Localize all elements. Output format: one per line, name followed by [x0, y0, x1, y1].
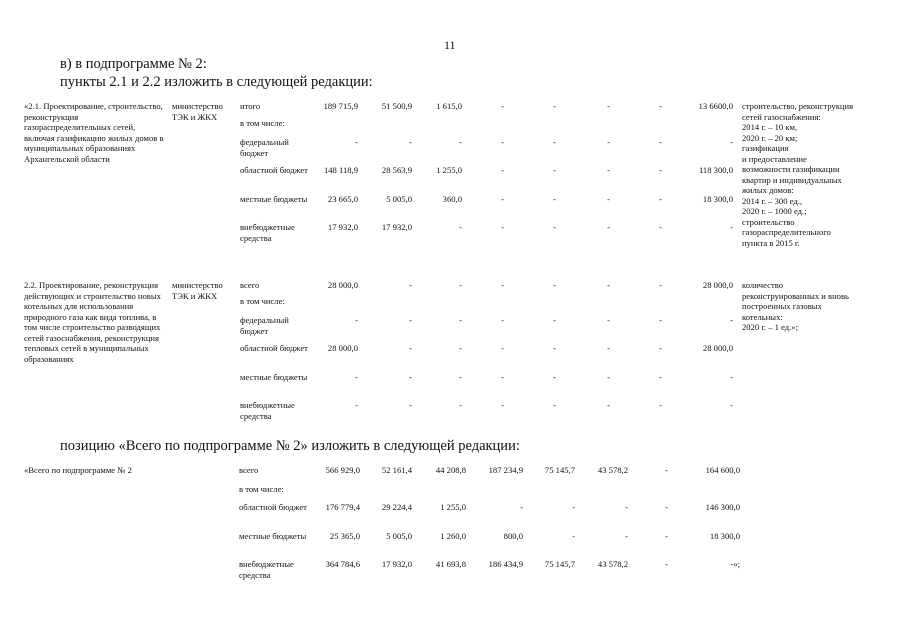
value-cell: - [607, 315, 610, 325]
result-line: сетей газоснабжения: [742, 111, 821, 122]
value-cell: - [501, 343, 504, 353]
expected-result [742, 101, 853, 248]
value-cell: - [409, 400, 412, 410]
value-cell: - [730, 137, 733, 147]
value-cell: - [409, 343, 412, 353]
value-cell: - [607, 222, 610, 232]
value-cell: - [659, 137, 662, 147]
result-line: квартир и индивидуальных [742, 174, 842, 185]
value-cell: - [730, 400, 733, 410]
value-cell: 44 208,8 [435, 465, 466, 475]
value-cell: - [501, 280, 504, 290]
value-cell: 364 784,6 [325, 559, 360, 569]
value-cell: - [553, 343, 556, 353]
value-cell: 13 6600,0 [698, 101, 733, 111]
funding-source: итого [240, 101, 261, 111]
value-cell: 187 234,9 [488, 465, 523, 475]
value-cell: - [459, 137, 462, 147]
value-cell: - [501, 222, 504, 232]
value-cell: - [730, 315, 733, 325]
result-line: строительство [742, 216, 795, 227]
value-cell: - [501, 137, 504, 147]
funding-source: областной бюджет [239, 502, 307, 512]
value-cell: - [355, 137, 358, 147]
funding-source: внебюджетные средства [240, 222, 295, 243]
result-line: 2020 г. – 20 км; [742, 132, 798, 143]
value-cell: - [607, 194, 610, 204]
value-cell: 17 932,0 [327, 222, 358, 232]
value-cell: - [659, 165, 662, 175]
value-cell: - [459, 222, 462, 232]
result-line: возможности газификации [742, 164, 840, 174]
heading-subprogram: в) в подпрограмме № 2: [60, 56, 207, 72]
page-number: 11 [444, 38, 456, 52]
executor: министерство ТЭК и ЖКХ [172, 280, 223, 301]
value-cell: 1 260,0 [440, 531, 466, 541]
value-cell: - [459, 280, 462, 290]
value-cell: - [607, 343, 610, 353]
value-cell: - [625, 531, 628, 541]
value-cell: 18 300,0 [709, 531, 740, 541]
value-cell: 18 300,0 [702, 194, 733, 204]
value-cell: 17 932,0 [381, 222, 412, 232]
result-line: газификация [742, 143, 789, 153]
value-cell: 51 500,9 [381, 101, 412, 111]
funding-source: федеральный бюджет [240, 315, 289, 336]
value-cell: - [501, 315, 504, 325]
result-line: газораспределительного [742, 227, 831, 237]
value-cell: 28 000,0 [702, 280, 733, 290]
value-cell: - [459, 343, 462, 353]
value-cell: - [409, 137, 412, 147]
value-cell: 800,0 [503, 531, 523, 541]
value-cell: 566 929,0 [325, 465, 360, 475]
value-cell: - [553, 315, 556, 325]
value-cell: - [553, 165, 556, 175]
value-cell: - [607, 400, 610, 410]
value-cell: 75 145,7 [544, 465, 575, 475]
value-cell: 28 000,0 [327, 280, 358, 290]
value-cell: - [553, 400, 556, 410]
value-cell: 52 161,4 [381, 465, 412, 475]
funding-source: всего [240, 280, 260, 290]
value-cell: - [501, 101, 504, 111]
value-cell: 28 563,9 [381, 165, 412, 175]
value-cell: - [501, 194, 504, 204]
result-line: 2020 г. – 1000 ед.; [742, 206, 807, 216]
value-cell: - [625, 502, 628, 512]
value-cell: - [659, 315, 662, 325]
value-cell: - [553, 194, 556, 204]
value-cell: - [665, 465, 668, 475]
value-cell: - [659, 194, 662, 204]
funding-source: в том числе: [240, 118, 285, 128]
value-cell: 25 365,0 [329, 531, 360, 541]
value-cell: 41 693,8 [435, 559, 466, 569]
value-cell: - [665, 531, 668, 541]
value-cell: - [607, 101, 610, 111]
value-cell: - [409, 315, 412, 325]
value-cell: - [409, 372, 412, 382]
program-name: «2.1. Проектирование, строительство, реконструкция газораспределительных сетей, включая газификацию жилых домов в муниципальных образованиях Архангельской области [24, 101, 164, 164]
value-cell: - [659, 101, 662, 111]
value-cell: - [572, 502, 575, 512]
result-line: жилых домов: [742, 185, 794, 195]
value-cell: - [607, 137, 610, 147]
value-cell: - [659, 343, 662, 353]
value-cell: - [730, 372, 733, 382]
value-cell: 164 600,0 [705, 465, 740, 475]
value-cell: - [459, 400, 462, 410]
funding-source: местные бюджеты [239, 531, 307, 541]
result-line: 2014 г. – 300 ед., [742, 195, 803, 206]
value-cell: - [501, 165, 504, 175]
result-line: 2014 г. – 10 км, [742, 122, 798, 132]
value-cell: - [355, 372, 358, 382]
value-cell: 148 118,9 [323, 165, 358, 175]
value-cell: - [553, 280, 556, 290]
value-cell: - [665, 559, 668, 569]
executor: министерство ТЭК и ЖКХ [172, 101, 223, 122]
value-cell: 5 005,0 [386, 194, 412, 204]
value-cell: 1 615,0 [436, 101, 462, 111]
value-cell: - [355, 315, 358, 325]
heading-total: позицию «Всего по подпрограмме № 2» изложить в следующей редакции: [60, 438, 520, 454]
funding-source: областной бюджет [240, 343, 308, 353]
value-cell: - [355, 400, 358, 410]
value-cell: 186 434,9 [488, 559, 523, 569]
value-cell: - [459, 315, 462, 325]
program-name: «Всего по подпрограмме № 2 [24, 465, 132, 475]
value-cell: 29 224,4 [381, 502, 412, 512]
result-line: пункта в 2015 г. [742, 237, 800, 248]
value-cell: 176 779,4 [325, 502, 360, 512]
funding-source: в том числе: [239, 484, 284, 494]
funding-source: местные бюджеты [240, 372, 308, 382]
program-name: 2.2. Проектирование, реконструкция действующих и строительство новых котельных для использования природного газа как вида топлива, в том числе строительство разводящих сетей газоснабжения, реконструкция тепловых сетей в муниципальных образованиях [24, 280, 161, 364]
value-cell: 43 578,2 [597, 559, 628, 569]
value-cell: - [409, 280, 412, 290]
value-cell: - [730, 222, 733, 232]
result-line: строительство, реконструкция [742, 101, 854, 111]
value-cell: -»; [730, 559, 740, 569]
value-cell: - [572, 531, 575, 541]
value-cell: - [553, 137, 556, 147]
value-cell: - [501, 400, 504, 410]
result-line: реконструированных и вновь [742, 290, 849, 301]
value-cell: 28 000,0 [702, 343, 733, 353]
value-cell: 118 300,0 [698, 165, 733, 175]
funding-source: всего [239, 465, 259, 475]
funding-source: в том числе: [240, 296, 285, 306]
value-cell: 17 932,0 [381, 559, 412, 569]
value-cell: - [501, 372, 504, 382]
value-cell: 23 665,0 [327, 194, 358, 204]
value-cell: 189 715,9 [323, 101, 358, 111]
value-cell: - [553, 372, 556, 382]
value-cell: - [459, 372, 462, 382]
value-cell: 146 300,0 [705, 502, 740, 512]
value-cell: 28 000,0 [327, 343, 358, 353]
heading-points: пункты 2.1 и 2.2 изложить в следующей редакции: [60, 74, 373, 90]
value-cell: 1 255,0 [440, 502, 466, 512]
funding-source: областной бюджет [240, 165, 308, 175]
result-line: 2020 г. – 1 ед.»; [742, 322, 798, 332]
expected-result [742, 280, 849, 333]
value-cell: 75 145,7 [544, 559, 575, 569]
value-cell: - [607, 165, 610, 175]
value-cell: 1 255,0 [436, 165, 462, 175]
result-line: построенных газовых [742, 301, 822, 311]
value-cell: - [659, 222, 662, 232]
funding-source: внебюджетные средства [239, 559, 294, 580]
result-line: и предоставление [742, 153, 807, 164]
value-cell: - [553, 222, 556, 232]
funding-source: внебюджетные средства [240, 400, 295, 421]
value-cell: - [607, 372, 610, 382]
value-cell: - [607, 280, 610, 290]
value-cell: - [659, 400, 662, 410]
funding-source: федеральный бюджет [240, 137, 289, 158]
value-cell: 360,0 [442, 194, 462, 204]
value-cell: 43 578,2 [597, 465, 628, 475]
result-line: количество [742, 280, 784, 290]
value-cell: 5 005,0 [386, 531, 412, 541]
value-cell: - [659, 372, 662, 382]
value-cell: - [659, 280, 662, 290]
value-cell: - [553, 101, 556, 111]
value-cell: - [665, 502, 668, 512]
funding-source: местные бюджеты [240, 194, 308, 204]
result-line: котельных: [742, 311, 783, 322]
value-cell: - [520, 502, 523, 512]
